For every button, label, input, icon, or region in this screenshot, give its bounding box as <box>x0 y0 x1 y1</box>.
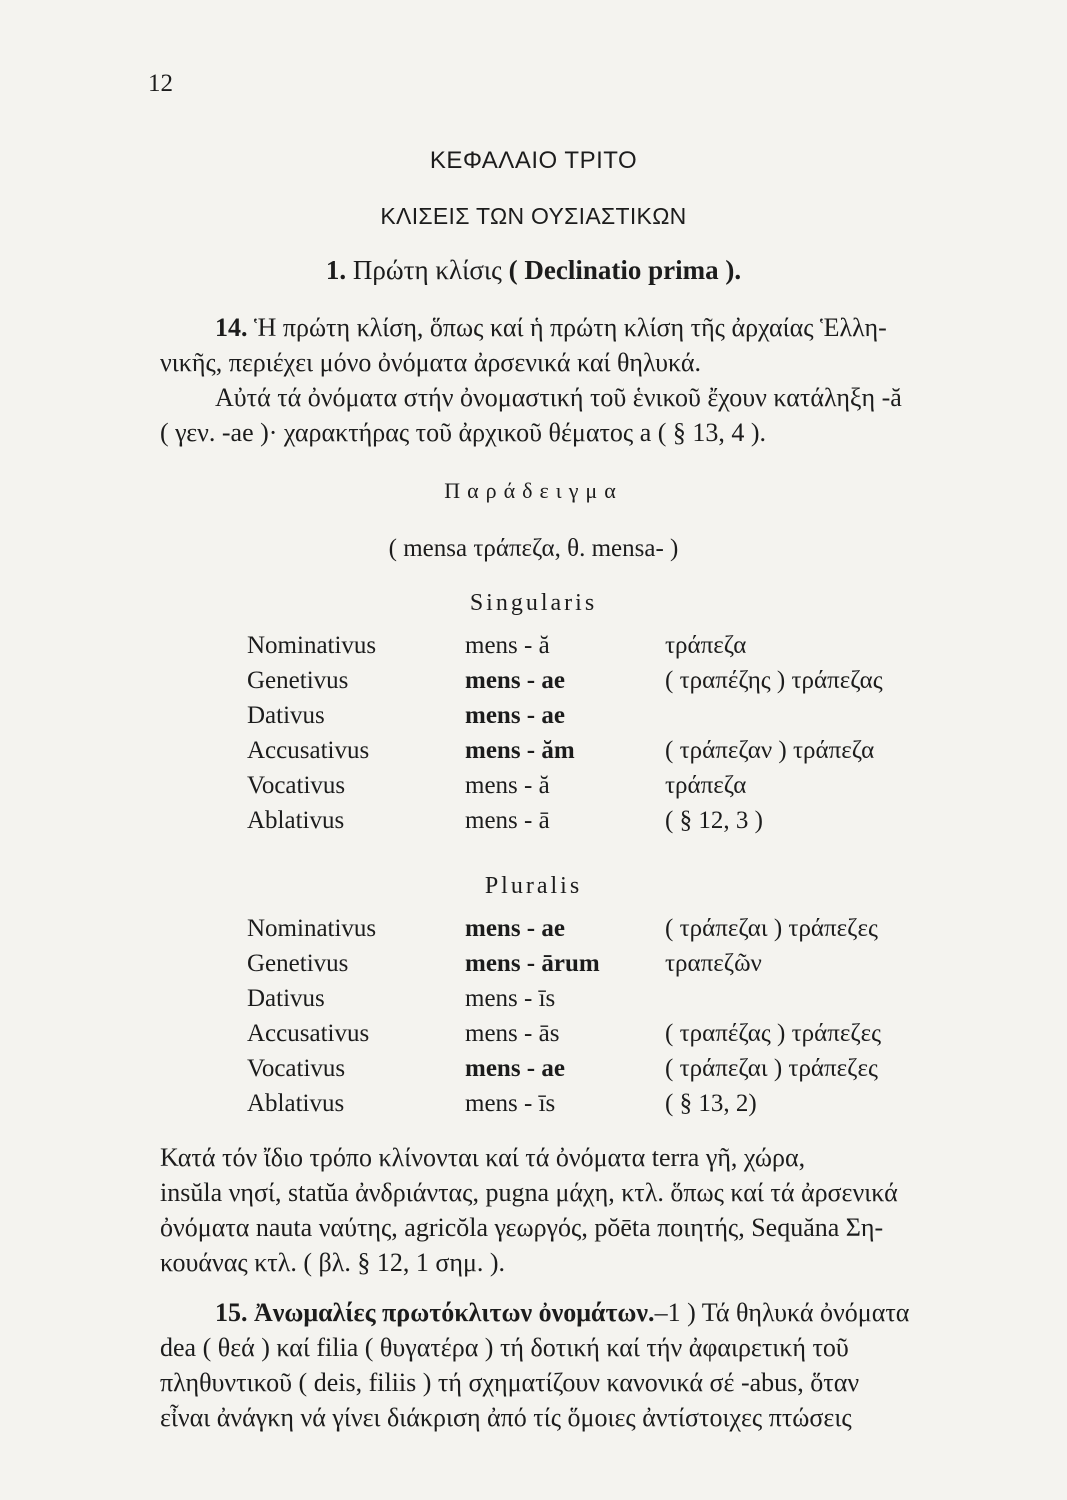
case-greek: τραπεζῶν <box>665 950 762 977</box>
case-form: mens - ārum <box>465 950 600 977</box>
case-form: mens - ā <box>465 807 550 834</box>
case-form: mens - ă <box>465 632 550 659</box>
case-name: Ablativus <box>247 1090 345 1117</box>
paragraph-number: 14. <box>215 313 248 342</box>
paragraph-line: 14. Ἡ πρώτη κλίση, ὅπως καί ἡ πρώτη κλίση τῆς ἀρχαίας Ἑλλη- <box>215 313 887 342</box>
case-form: mens - ăm <box>465 737 575 764</box>
case-name: Ablativus <box>247 807 345 834</box>
paragraph-14 <box>160 310 1010 450</box>
section-latin: ( Declinatio prima ). <box>508 255 742 285</box>
case-name: Accusativus <box>247 737 370 764</box>
case-name: Vocativus <box>247 1055 346 1082</box>
case-name: Genetivus <box>247 667 349 694</box>
case-name: Genetivus <box>247 950 349 977</box>
paragraph-line: Κατά τόν ἴδιο τρόπο κλίνονται καί τά ὀνόματα terra γῆ, χώρα, <box>160 1143 806 1172</box>
section-title: Πρώτη κλίσις <box>352 255 502 285</box>
case-greek: ( τραπέζας ) τράπεζες <box>665 1020 882 1047</box>
paragraph-line: ὀνόματα nauta ναύτης, agricŏla γεωργός, pŏēta ποιητής, Sequăna Ση- <box>160 1213 884 1242</box>
case-form: mens - ae <box>465 667 565 694</box>
case-greek: ( τράπεζαν ) τράπεζα <box>665 737 875 764</box>
case-greek: τράπεζα <box>665 632 747 659</box>
case-name: Dativus <box>247 985 325 1012</box>
case-form: mens - ās <box>465 1020 560 1047</box>
section-heading <box>0 255 1067 286</box>
paragraph-declension-note <box>160 1140 1010 1280</box>
paragraph-line: εἶναι ἀνάγκη νά γίνει διάκριση ἀπό τίς ὅμοιες ἀντίστοιχες πτώσεις <box>160 1403 852 1432</box>
paragraph-15 <box>160 1295 1010 1435</box>
case-form: mens - ae <box>465 915 565 942</box>
paragraph-line: πληθυντικοῦ ( deis, filiis ) τή σχηματίζουν κανονικά σέ -abus, ὅταν <box>160 1368 860 1397</box>
plural-label: Pluralis <box>484 873 583 899</box>
singular-label: Singularis <box>469 590 598 616</box>
paragraph-line: 15. Ἀνωμαλίες πρωτόκλιτων ὀνομάτων.–1 ) Τά θηλυκά ὀνόματα <box>215 1298 910 1327</box>
case-greek: ( τράπεζαι ) τράπεζες <box>665 915 878 942</box>
case-greek: ( τράπεζαι ) τράπεζες <box>665 1055 878 1082</box>
case-name: Nominativus <box>247 632 377 659</box>
chapter-subtitle: ΚΛΙΣΕΙΣ ΤΩΝ ΟΥΣΙΑΣΤΙΚΩΝ <box>380 203 687 229</box>
case-form: mens - ă <box>465 772 550 799</box>
case-form: mens - ae <box>465 702 565 729</box>
case-name: Accusativus <box>247 1020 370 1047</box>
section-number: 1. <box>325 255 347 285</box>
paragraph-number: 15. <box>215 1298 248 1327</box>
case-name: Nominativus <box>247 915 377 942</box>
paradigm-heading: Παράδειγμα <box>444 478 623 503</box>
chapter-title: ΚΕΦΑΛΑΙΟ ΤΡΙΤΟ <box>429 147 638 174</box>
paragraph-title: Ἀνωμαλίες πρωτόκλιτων ὀνομάτων. <box>254 1298 655 1327</box>
case-name: Dativus <box>247 702 325 729</box>
paragraph-line: κουάνας κτλ. ( βλ. § 12, 1 σημ. ). <box>160 1248 506 1277</box>
paradigm-example: ( mensa τράπεζα, θ. mensa- ) <box>388 535 679 562</box>
case-greek: ( § 12, 3 ) <box>665 807 763 834</box>
case-name: Vocativus <box>247 772 346 799</box>
paragraph-line: ( γεν. -ae )· χαρακτήρας τοῦ ἀρχικοῦ θέματος a ( § 13, 4 ). <box>160 418 767 447</box>
paragraph-line: insŭla νησί, statŭa ἀνδριάντας, pugna μάχη, κτλ. ὅπως καί τά ἀρσενικά <box>160 1178 898 1207</box>
case-form: mens - īs <box>465 985 556 1012</box>
case-greek: ( τραπέζης ) τράπεζας <box>665 667 883 694</box>
paragraph-line: νικῆς, περιέχει μόνο ὀνόματα ἀρσενικά καί θηλυκά. <box>160 348 702 377</box>
page-number: 12 <box>148 70 173 97</box>
case-greek: ( § 13, 2) <box>665 1090 757 1117</box>
case-form: mens - īs <box>465 1090 556 1117</box>
case-greek: τράπεζα <box>665 772 747 799</box>
paragraph-line: dea ( θεά ) καί filia ( θυγατέρα ) τή δοτική καί τήν ἀφαιρετική τοῦ <box>160 1333 849 1362</box>
paragraph-line: Αὐτά τά ὀνόματα στήν ὀνομαστική τοῦ ἑνικοῦ ἔχουν κατάληξη -ă <box>215 383 902 412</box>
case-form: mens - ae <box>465 1055 565 1082</box>
